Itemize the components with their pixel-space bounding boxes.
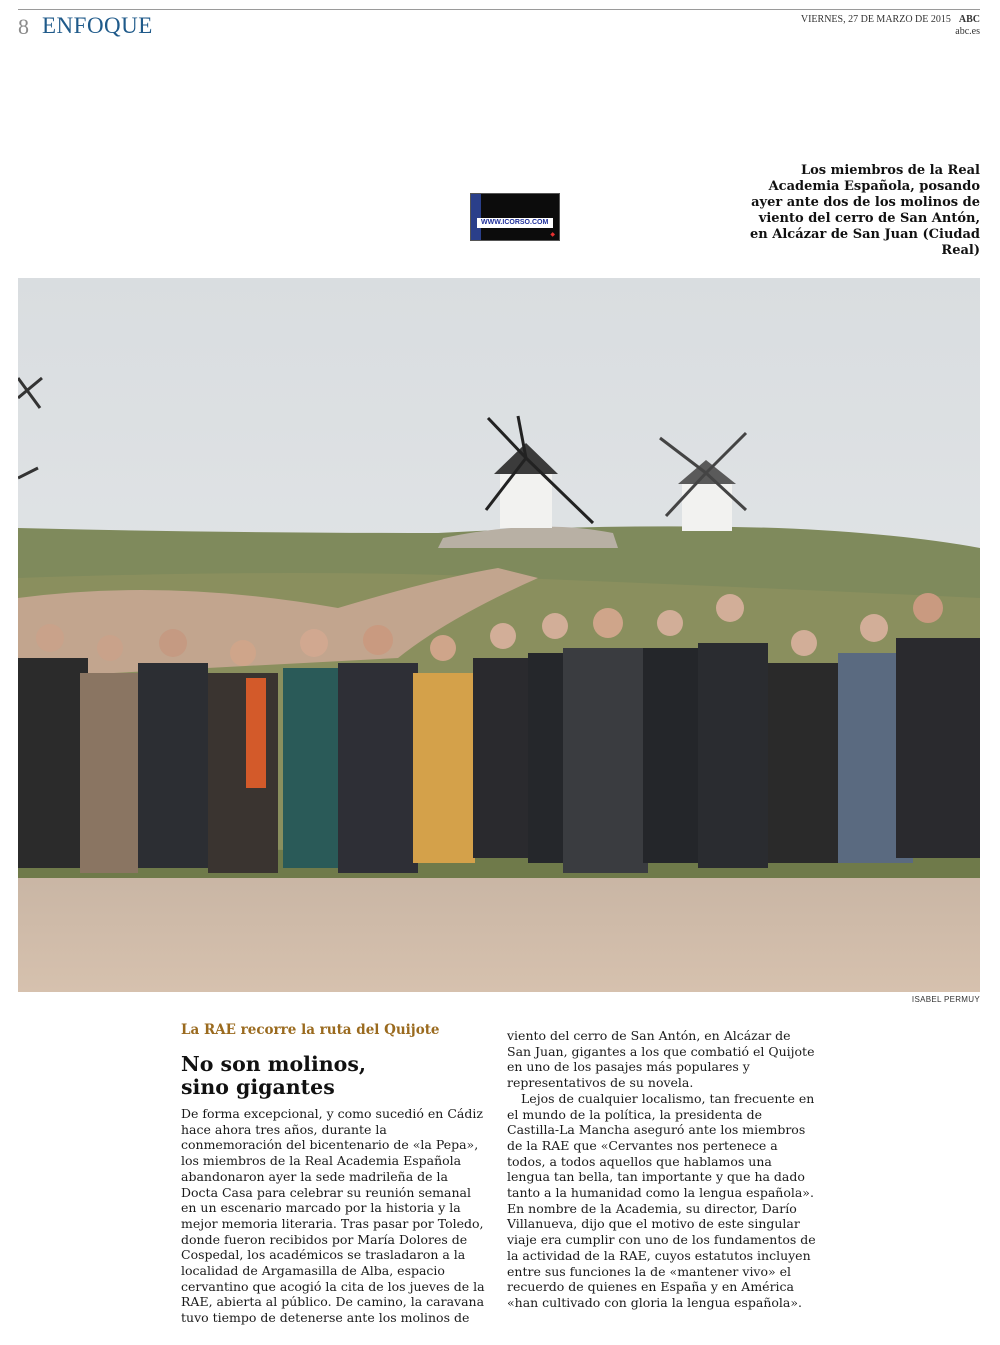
article-column-2 [507,1028,817,1311]
publication-name: ABC [958,14,980,25]
windmills-photo-illustration [18,278,980,992]
article-headline [181,1053,481,1099]
issue-date: VIERNES, 27 DE MARZO DE 2015 [800,14,951,25]
photo-credit: ISABEL PERMUY [911,995,980,1004]
page-number: 8 [18,14,29,39]
photo-caption: Los miembros de la Real Academia Española, posando ayer ante dos de los molinos de viento del cerro de San Antón, en Alcázar de San Juan (Ciudad Real) [750,163,980,258]
ad-strip [471,194,481,240]
article-paragraph-2: Lejos de cualquier localismo, tan frecuente en el mundo de la política, la presidenta de Castilla-La Mancha aseguró ante los miembros de la RAE que «Cervantes nos pertenece a todos, a todos aquellos que hablamos una lengua tan bella, tan importante y que ha dado tanto a la humanidad como la lengua española». En nombre de la Academia, su director, Darío Villanueva, dijo que el motivo de este singular viaje era cumplir con uno de los fundamentos de la actividad de la RAE, cuyos estatutos incluyen entre sus funciones la de «mantener vivo» el recuerdo de quienes en España y en América «han cultivado con gloria la lengua española». [507,1090,816,1310]
article-kicker: La RAE recorre la ruta del Quijote [181,1022,440,1038]
article-paragraph-1-continued: viento del cerro de San Antón, en Alcázar de San Juan, gigantes a los que combatió el Quijote en uno de los pasajes más populares y representativos de su novela. [507,1028,815,1091]
section-title: ENFOQUE [42,13,153,38]
advertisement-banner[interactable] [470,193,560,241]
headline-line-2: sino gigantes [181,1075,335,1099]
website-link[interactable]: abc.es [955,26,980,37]
ad-url[interactable]: WWW.ICORSO.COM [481,219,549,226]
dateline [801,14,980,38]
article-paragraph-1: De forma excepcional, y como sucedió en Cádiz hace ahora tres años, durante la conmemoración del bicentenario de «la Pepa», los miembros de la Real Academia Española abandonaron ayer la sede madrileña de la Docta Casa para celebrar su reunión semanal en un escenario marcado por la historia y la mejor memoria literaria. Tras pasar por Toledo, donde fueron recibidos por María Dolores de Cospedal, los académicos se trasladaron a la localidad de Argamasilla de Alba, espacio cervantino que acogió la cita de los jueves de la RAE, abierta al público. De camino, la caravana tuvo tiempo de detenerse ante los molinos de [181,1106,485,1326]
ad-logo-icon: ◆ [550,232,555,238]
group-photo [18,278,980,992]
article-column-1 [181,1106,486,1326]
header-rule [18,9,980,10]
headline-line-1: No son molinos, [181,1052,367,1076]
